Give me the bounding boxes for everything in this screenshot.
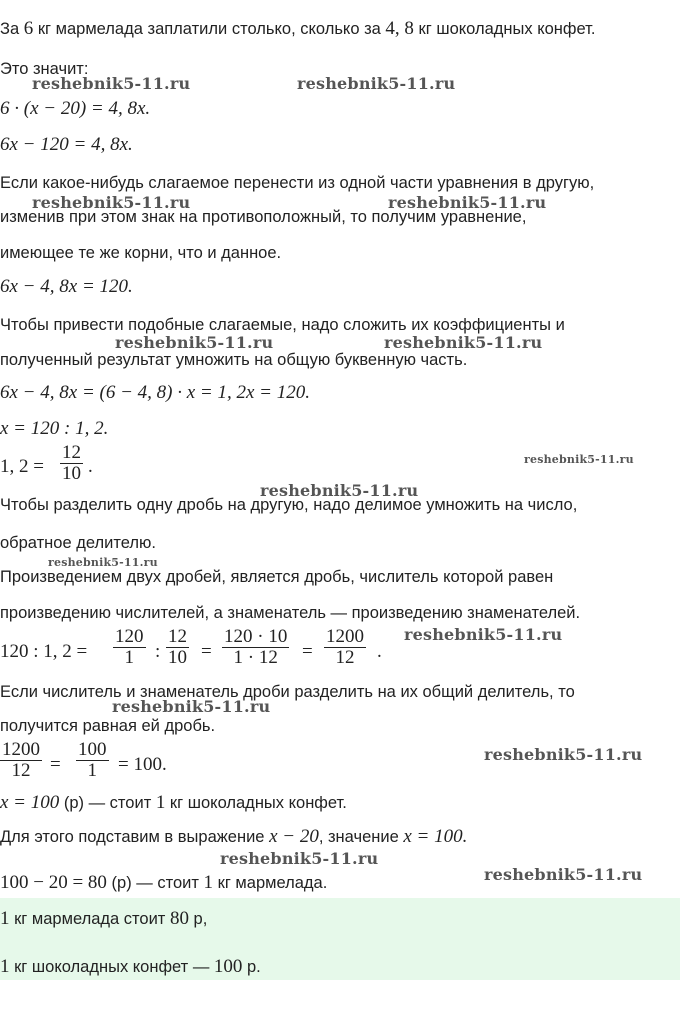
equation-1: 6 · (x − 20) = 4, 8x. <box>0 98 151 119</box>
answer-line-2: 1 кг шоколадных конфет — 100 р. <box>0 956 261 977</box>
watermark: reshebnik5-11.ru <box>524 453 634 466</box>
watermark: reshebnik5-11.ru <box>220 849 379 868</box>
watermark: reshebnik5-11.ru <box>32 74 191 93</box>
problem-statement: За 6 кг мармелада заплатили столько, сколько за 4, 8 кг шоколадных конфет. <box>0 18 596 39</box>
equation-5: x = 120 : 1, 2. <box>0 418 109 439</box>
fraction-100-1: $\frac{100}{1}$ <box>78 739 107 781</box>
fraction-12-10: $\frac{12}{10}$ <box>62 442 81 484</box>
result-1: x = 100 (р) — стоит 1 кг шоколадных конфет. <box>0 792 347 813</box>
equation-7-end: . <box>377 641 382 662</box>
watermark: reshebnik5-11.ru <box>32 193 191 212</box>
equation-7-equals-1: = <box>201 641 212 662</box>
substitution-text: Для этого подставим в выражение x − 20, значение x = 100. <box>0 826 468 847</box>
watermark: reshebnik5-11.ru <box>297 74 456 93</box>
rule-1-line-3: имеющее те же корни, что и данное. <box>0 244 282 262</box>
fraction-1200-12-b: $\frac{1200}{12}$ <box>2 739 40 781</box>
rule-5-line-2: получится равная ей дробь. <box>0 717 216 735</box>
fraction-120-1: $\frac{120}{1}$ <box>115 626 144 668</box>
watermark: reshebnik5-11.ru <box>112 697 271 716</box>
equation-7-colon: : <box>155 641 161 662</box>
result-2: 100 − 20 = 80 (р) — стоит 1 кг мармелада. <box>0 872 328 893</box>
rule-3-line-2: обратное делителю. <box>0 534 156 552</box>
equation-4: 6x − 4, 8x = (6 − 4, 8) · x = 1, 2x = 120. <box>0 382 310 403</box>
answer-box <box>0 898 680 980</box>
fraction-1200-12: $\frac{1200}{12}$ <box>326 626 364 668</box>
fraction-1200-12-product: $\frac{120 \cdot 10}{1 \cdot 12}$ <box>224 626 288 668</box>
rule-2-line-2: полученный результат умножить на общую буквенную часть. <box>0 351 468 369</box>
equation-6-end: . <box>88 456 93 477</box>
rule-4-line-2: произведению числителей, а знаменатель — произведению знаменателей. <box>0 604 581 622</box>
equation-6-left: 1, 2 = <box>0 456 44 477</box>
equation-2: 6x − 120 = 4, 8x. <box>0 134 133 155</box>
text-this-means: Это значит: <box>0 60 89 78</box>
watermark: reshebnik5-11.ru <box>115 333 274 352</box>
rule-3-line-1: Чтобы разделить одну дробь на другую, надо делимое умножить на число, <box>0 496 578 514</box>
equation-7-equals-2: = <box>302 641 313 662</box>
watermark: reshebnik5-11.ru <box>384 333 543 352</box>
watermark: reshebnik5-11.ru <box>404 625 563 644</box>
rule-5-line-1: Если числитель и знаменатель дроби разделить на их общий делитель, то <box>0 683 575 701</box>
equation-7-left: 120 : 1, 2 = <box>0 641 88 662</box>
watermark: reshebnik5-11.ru <box>484 865 643 884</box>
equation-8-end: = 100. <box>118 754 167 775</box>
watermark: reshebnik5-11.ru <box>484 745 643 764</box>
watermark: reshebnik5-11.ru <box>260 481 419 500</box>
watermark: reshebnik5-11.ru <box>48 556 158 569</box>
rule-1-line-2: изменив при этом знак на противоположный, то получим уравнение, <box>0 208 527 226</box>
rule-1-line-1: Если какое-нибудь слагаемое перенести из одной части уравнения в другую, <box>0 174 595 192</box>
rule-4-line-1: Произведением двух дробей, является дробь, числитель которой равен <box>0 568 554 586</box>
equation-3: 6x − 4, 8x = 120. <box>0 276 133 297</box>
answer-line-1: 1 кг мармелада стоит 80 р, <box>0 908 208 929</box>
equation-8-equals: = <box>50 754 61 775</box>
watermark: reshebnik5-11.ru <box>388 193 547 212</box>
fraction-12-10-b: $\frac{12}{10}$ <box>168 626 187 668</box>
rule-2-line-1: Чтобы привести подобные слагаемые, надо сложить их коэффициенты и <box>0 316 565 334</box>
